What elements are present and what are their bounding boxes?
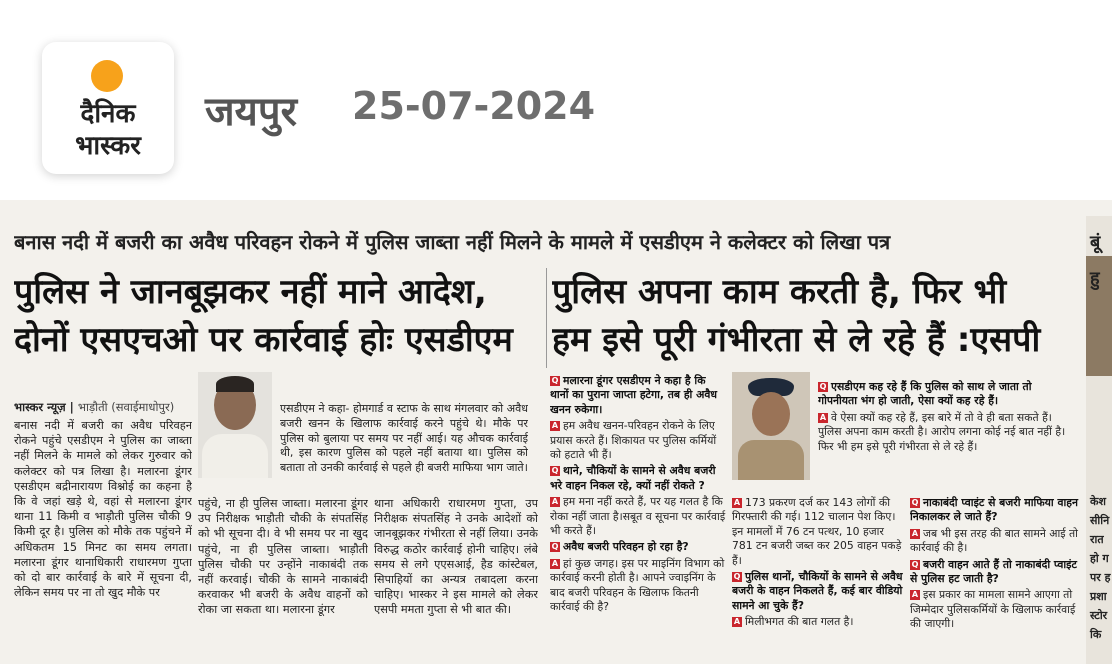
edge-line: हो ग	[1090, 552, 1109, 565]
sun-icon	[91, 60, 123, 92]
article-column-3: थाना अधिकारी राधारमण गुप्ता, उप निरीक्षक संपतसिंह ने उनके आदेशों को जानबूझकर गंभीरता से नहीं लिया। उनके विरुद्ध कठोर कार्रवाई होनी चाहिए। लंबे समय से लगे एएसआई, हैड कांस्टेबल, सिपाहियों का अन्यत्र तबादला करना चाहिए। भास्कर ने इस मामले को लेकर एसपी ममता गुप्ता से भी बात की।	[374, 497, 538, 617]
qa-text: मलारना डूंगर एसडीएम ने कहा है कि थानों का पुराना जाप्ता हटेगा, तब ही अवैध खनन रुकेगा।	[550, 374, 717, 416]
dainik-bhaskar-logo[interactable]	[42, 42, 174, 174]
qa-column-2	[732, 496, 904, 664]
edge-line: रात	[1090, 533, 1104, 546]
headline-left	[14, 268, 542, 364]
headline-right-line-2: हम इसे पूरी गंभीरता से ले रहे हैं :एसपी	[552, 320, 1041, 360]
answer-marker-icon: A	[551, 497, 559, 507]
question-marker-icon: Q	[733, 572, 741, 582]
question	[550, 464, 726, 493]
answer	[550, 557, 726, 615]
edge-heading-1: बूं	[1090, 232, 1101, 253]
logo-line-2: भास्कर	[75, 131, 141, 161]
edge-line: कि	[1090, 628, 1102, 641]
edge-line: सीनि	[1090, 514, 1110, 527]
question-marker-icon: Q	[551, 466, 559, 476]
answer	[910, 527, 1080, 556]
question-marker-icon: Q	[551, 376, 559, 385]
question	[910, 496, 1080, 525]
qa-text: हम अवैध खनन-परिवहन रोकने के लिए प्रयास करते हैं। शिकायत पर पुलिस कर्मियों को हटाते भी हैं।	[550, 419, 717, 462]
qa-text: एसडीएम कह रहे हैं कि पुलिस को साथ ले जाता तो गोपनीयता भंग हो जाती, ऐसा क्यों कह रहे हैं।	[818, 380, 1032, 408]
answer-marker-icon: A	[551, 558, 559, 568]
edge-heading-2: हु	[1090, 268, 1100, 289]
answer-marker-icon: A	[551, 421, 559, 431]
qa-column-1	[550, 374, 726, 664]
question-marker-icon: Q	[819, 382, 827, 391]
story-kicker: बनास नदी में बजरी का अवैध परिवहन रोकने में पुलिस जाब्ता नहीं मिलने के मामले में एसडीएम ने कलेक्टर को लिखा पत्र	[14, 230, 891, 254]
question	[550, 540, 726, 554]
answer	[550, 495, 726, 538]
question	[550, 374, 726, 417]
answer-marker-icon: A	[819, 412, 827, 422]
answer	[732, 496, 904, 568]
answer-marker-icon: A	[911, 590, 919, 600]
question-marker-icon: Q	[911, 498, 919, 507]
headline-divider	[546, 268, 547, 368]
question	[732, 570, 904, 613]
sdm-photo	[198, 372, 272, 478]
byline-agency: भास्कर न्यूज़	[14, 400, 66, 414]
qa-text: नाकाबंदी प्वाइंट से बजरी माफिया वाहन निकालकर ले जाते हैं?	[910, 496, 1078, 524]
headline-left-line-1: पुलिस ने जानबूझकर नहीं माने आदेश,	[14, 272, 487, 312]
qa-text: मिलीभगत की बात गलत है।	[745, 615, 854, 629]
question	[818, 380, 1074, 409]
edition-date: 25-07-2024	[352, 84, 596, 128]
qa-text: इस प्रकार का मामला सामने आएगा तो जिम्मेदार पुलिसकर्मियों के खिलाफ कार्रवाई की जाएगी।	[910, 588, 1076, 631]
headline-right-line-1: पुलिस अपना काम करती है, फिर भी	[552, 272, 1007, 312]
logo-line-1: दैनिक	[80, 99, 136, 129]
answer	[550, 419, 726, 462]
headline-right	[552, 268, 1076, 364]
answer-marker-icon: A	[911, 528, 919, 538]
answer-marker-icon: A	[733, 617, 741, 627]
qa-text: जब भी इस तरह की बात सामने आई तो कार्रवाई की है।	[910, 526, 1078, 555]
qa-text: अवैध बजरी परिवहन हो रहा है?	[563, 540, 689, 554]
question-marker-icon: Q	[551, 542, 559, 552]
article-column-1: बनास नदी में बजरी का अवैध परिवहन रोकने पहुंचे एसडीएम ने पुलिस का जाब्ता नहीं मिलने के मामले को लेकर गुरुवार को कलेक्टर को पत्र लिखा है। मलारना डूंगर एसडीएम बद्रीनारायण विश्नोई का कहना है कि वे जहां खड़े थे, वहां से मलारना डूंगर थाना 11 किमी व भाड़ौती पुलिस चौकी 9 किमी दूर है। पुलिस को मौके तक पहुंचने में अधिकतम 15 मिनट का समय लगता। मलारना डूंगर थानाधिकारी राधारमण गुप्ता को दो बार कार्रवाई के बारे में सूचना दी, लेकिन समय पर ना तो खुद मौके पर	[14, 419, 192, 600]
edge-line: स्टोर	[1090, 609, 1108, 622]
sp-quote	[818, 380, 1074, 480]
qa-text: हां कुछ जगह। इस पर माइनिंग विभाग को कार्रवाई करनी होती है। आपने ज्वाइनिंग के बाद बजरी परिवहन के खिलाफ कितनी कार्रवाई की है?	[550, 556, 725, 614]
headline-left-line-2: दोनों एसएचओ पर कार्रवाई होः एसडीएम	[14, 320, 513, 360]
answer-marker-icon: A	[733, 498, 741, 507]
byline: भास्कर न्यूज़ | भाड़ौती (सवाईमाधोपुर)	[14, 400, 175, 414]
qa-column-3	[910, 496, 1080, 664]
answer	[732, 615, 904, 629]
edge-line: केश	[1090, 495, 1106, 508]
edition-city: जयपुर	[205, 89, 297, 135]
qa-text: 173 प्रकरण दर्ज कर 143 लोगों की गिरफ्तारी की गई। 112 चालान पेश किए। इन मामलों में 76 टन पत्थर, 10 हजार 781 टन बजरी जब्त कर 205 वाहन पकड़े हैं।	[732, 496, 902, 567]
answer	[910, 588, 1080, 631]
qa-text: हम मना नहीं करते हैं, पर यह गलत है कि रोका नहीं जाता है।सबूत व सूचना पर कार्रवाई भी करते हैं।	[550, 495, 726, 538]
edge-line: प्रशा	[1090, 590, 1107, 603]
question	[910, 558, 1080, 587]
answer	[818, 411, 1074, 454]
sdm-quote: एसडीएम ने कहा- होमगार्ड व स्टाफ के साथ मंगलवार को अवैध बजरी खनन के खिलाफ कार्रवाई करने पहुंचे थे। मौके पर पुलिस को बुलाया पर समय पर नहीं आई। यह औचक कार्रवाई थी, इस कारण पुलिस को पहले नहीं बताया था। पुलिस को बताता तो उनकी कार्रवाई से पहले ही बजरी माफिया भाग जाते।	[280, 402, 528, 475]
qa-text: पुलिस थानों, चौकियों के सामने से अवैध बजरी के वाहन निकलते हैं, कई बार वीडियो सामने आ चुके हैं?	[732, 570, 903, 612]
edge-line: पर ह	[1090, 571, 1111, 584]
article-column-2: पहुंचे, ना ही पुलिस जाब्ता। मलारना डूंगर उप निरीक्षक भाड़ौती चौकी के संपतसिंह को भी सूचना दी। वे भी समय पर ना खुद पहुंचे, ना ही पुलिस जाब्ता। भाड़ौती पुलिस चौकी पर उन्होंने नाकाबंदी तक नहीं करवाई। चौकी के सामने नाकाबंदी करवाकर भी बजरी के अवैध वाहनों को रोका जा सकता था। मलारना डूंगर	[198, 497, 368, 617]
question-marker-icon: Q	[911, 559, 919, 569]
byline-place: भाड़ौती (सवाईमाधोपुर)	[77, 400, 175, 414]
sp-photo	[732, 372, 810, 480]
qa-text: वे ऐसा क्यों कह रहे हैं, इस बारे में तो वे ही बता सकते हैं। पुलिस अपना काम करती है। आरोप लगना कोई नई बात नहीं है। फिर भी हम इसे पूरी गंभीरता से ले रहे हैं।	[818, 410, 1066, 453]
qa-text: थाने, चौकियों के सामने से अवैध बजरी भरे वाहन निकल रहे, क्यों नहीं रोकते ?	[550, 464, 716, 492]
qa-text: बजरी वाहन आते हैं तो नाकाबंदी प्वाइंट से पुलिस हट जाती है?	[910, 557, 1077, 586]
